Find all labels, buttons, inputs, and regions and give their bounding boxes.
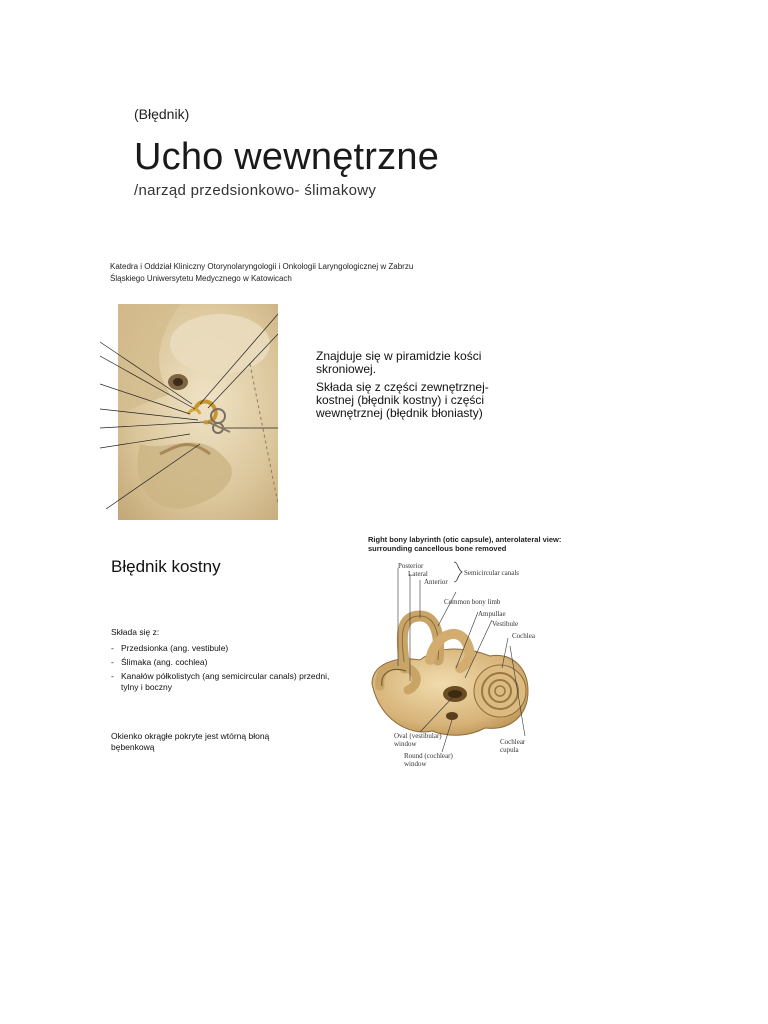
label-oval-window: Oval (vestibular) window (394, 732, 442, 748)
label-anterior: Anterior (424, 578, 448, 586)
description (316, 350, 526, 425)
label-vestibule: Vestibule (492, 620, 519, 628)
credit-line-2: Śląskiego Uniwersytetu Medycznego w Katowicach (110, 274, 292, 283)
label-posterior: Posterior (398, 562, 424, 570)
subtitle-top: (Błędnik) (134, 106, 190, 122)
figure-caption: Right bony labyrinth (otic capsule), anterolateral view: surrounding cancellous bone removed (368, 535, 562, 553)
label-semicircular-canals: Semicircular canals (464, 569, 520, 577)
label-lateral: Lateral (408, 570, 428, 578)
page-subtitle: /narząd przedsionkowo- ślimakowy (134, 182, 377, 199)
description-structure: Składa się z części zewnętrznej- kostnej (błędnik kostny) i części wewnętrznej (błędnik błoniasty) (316, 380, 489, 420)
composition-items (111, 643, 331, 693)
labyrinth-illustration (360, 556, 560, 768)
list-item-semicircular: - Kanałów półkolistych (ang semicircular canals) przedni, tylny i boczny (111, 671, 331, 693)
labyrinth-figure (360, 556, 560, 768)
composition-lead: Składa się z: (111, 627, 160, 637)
page-title: Ucho wewnętrzne (134, 136, 440, 178)
section-heading: Błędnik kostny (111, 557, 221, 576)
label-cochlear-cupula: Cochlear cupula (500, 738, 526, 754)
label-cochlea: Cochlea (512, 632, 535, 640)
credit-line-1: Katedra i Oddział Kliniczny Otorynolaryngologii i Onkologii Laryngologicznej w Zabrzu (110, 262, 414, 271)
composition-list (111, 627, 331, 696)
list-item-cochlea: - Ślimaka (ang. cochlea) (111, 657, 331, 668)
label-round-window: Round (cochlear) window (404, 752, 453, 768)
label-ampullae: Ampullae (478, 610, 506, 618)
temporal-bone-photo (100, 304, 278, 520)
label-common-bony-limb: Common bony limb (444, 598, 501, 606)
list-item-vestibule: - Przedsionka (ang. vestibule) (111, 643, 331, 654)
description-location: Znajduje się w piramidzie kości skroniowej. (316, 349, 482, 376)
image-credit (110, 261, 413, 285)
round-window-note: Okienko okrągłe pokryte jest wtórną błoną bębenkową (111, 731, 270, 752)
